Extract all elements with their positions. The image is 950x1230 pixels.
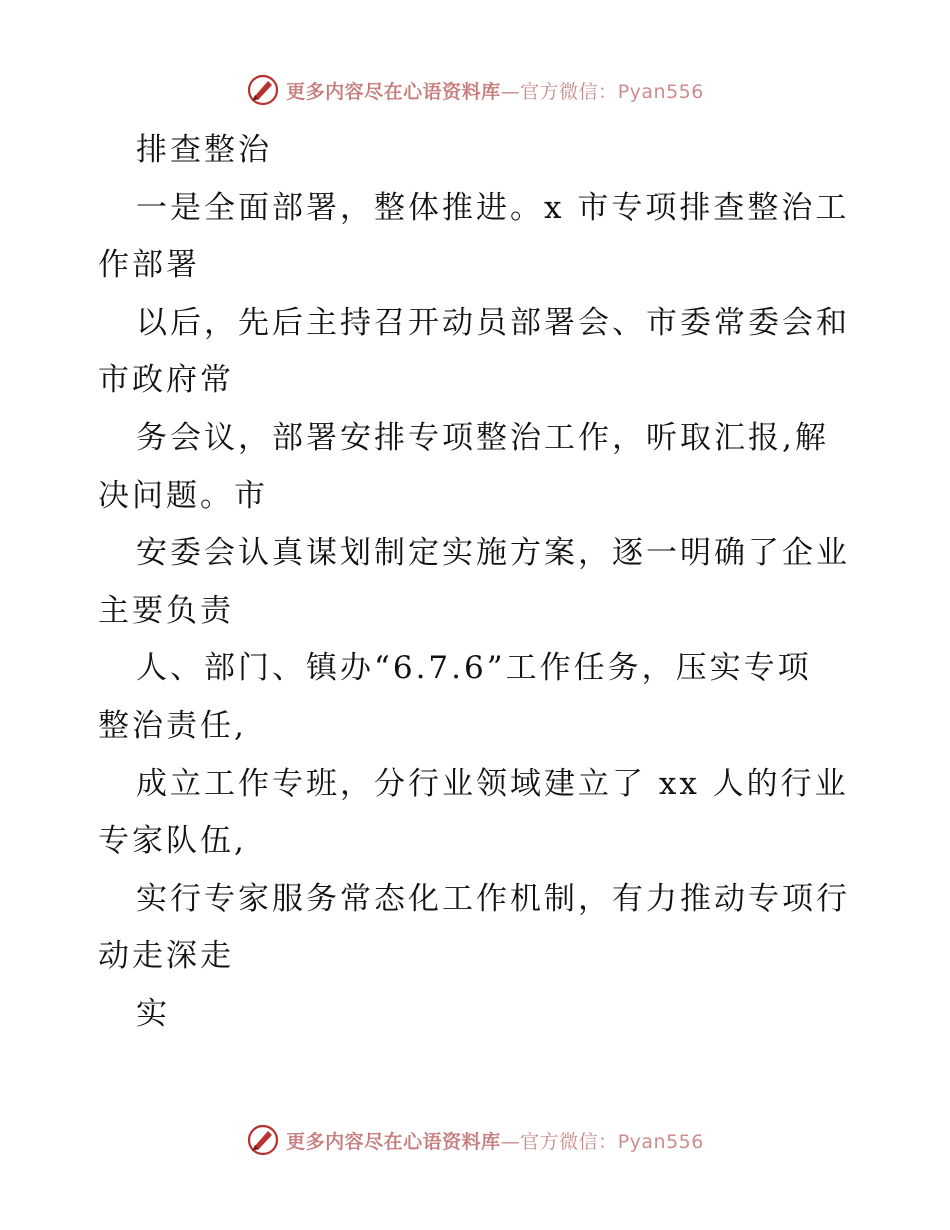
pen-logo-icon (246, 73, 280, 107)
watermark-dash: — (500, 80, 521, 103)
text-line: 安委会认真谋划制定实施方案，逐一明确了企业 (136, 535, 850, 572)
text-line: 人、部门、镇办“6.7.6”工作任务，压实专项 (136, 650, 812, 687)
text-line: 主要负责 (98, 592, 234, 629)
header-watermark (0, 70, 950, 110)
watermark-dash: — (500, 1130, 521, 1153)
text-line: 实行专家服务常态化工作机制，有力推动专项行 (136, 880, 850, 917)
text-line: 市政府常 (98, 362, 234, 399)
watermark-label: 官方微信： (520, 1130, 618, 1153)
watermark-text (286, 1127, 704, 1154)
text-line: 一是全面部署，整体推进。x 市专项排查整治工 (136, 189, 850, 226)
text-line: 动走深走 (98, 938, 234, 975)
watermark-text (286, 77, 704, 104)
text-line: 实 (136, 995, 170, 1032)
text-line: 务会议，部署安排专项整治工作，听取汇报,解 (136, 419, 829, 456)
pen-logo-icon (246, 1123, 280, 1157)
text-line: 作部署 (98, 247, 200, 284)
watermark-brand: 更多内容尽在心语资料库 (286, 80, 501, 103)
text-line: 成立工作专班，分行业领域建立了 xx 人的行业 (136, 765, 849, 802)
watermark-brand: 更多内容尽在心语资料库 (286, 1130, 501, 1153)
footer-watermark (0, 1120, 950, 1160)
watermark-group (246, 73, 704, 107)
text-line: 决问题。市 (98, 477, 268, 514)
watermark-id: Pyan556 (617, 80, 704, 103)
watermark-id: Pyan556 (617, 1130, 704, 1153)
text-line: 以后，先后主持召开动员部署会、市委常委会和 (136, 304, 850, 341)
text-line: 排查整治 (136, 132, 272, 168)
document-body (98, 122, 858, 1044)
text-line: 整治责任, (98, 707, 247, 744)
text-line: 专家队伍, (98, 823, 247, 860)
watermark-label: 官方微信： (520, 80, 618, 103)
watermark-group (246, 1123, 704, 1157)
